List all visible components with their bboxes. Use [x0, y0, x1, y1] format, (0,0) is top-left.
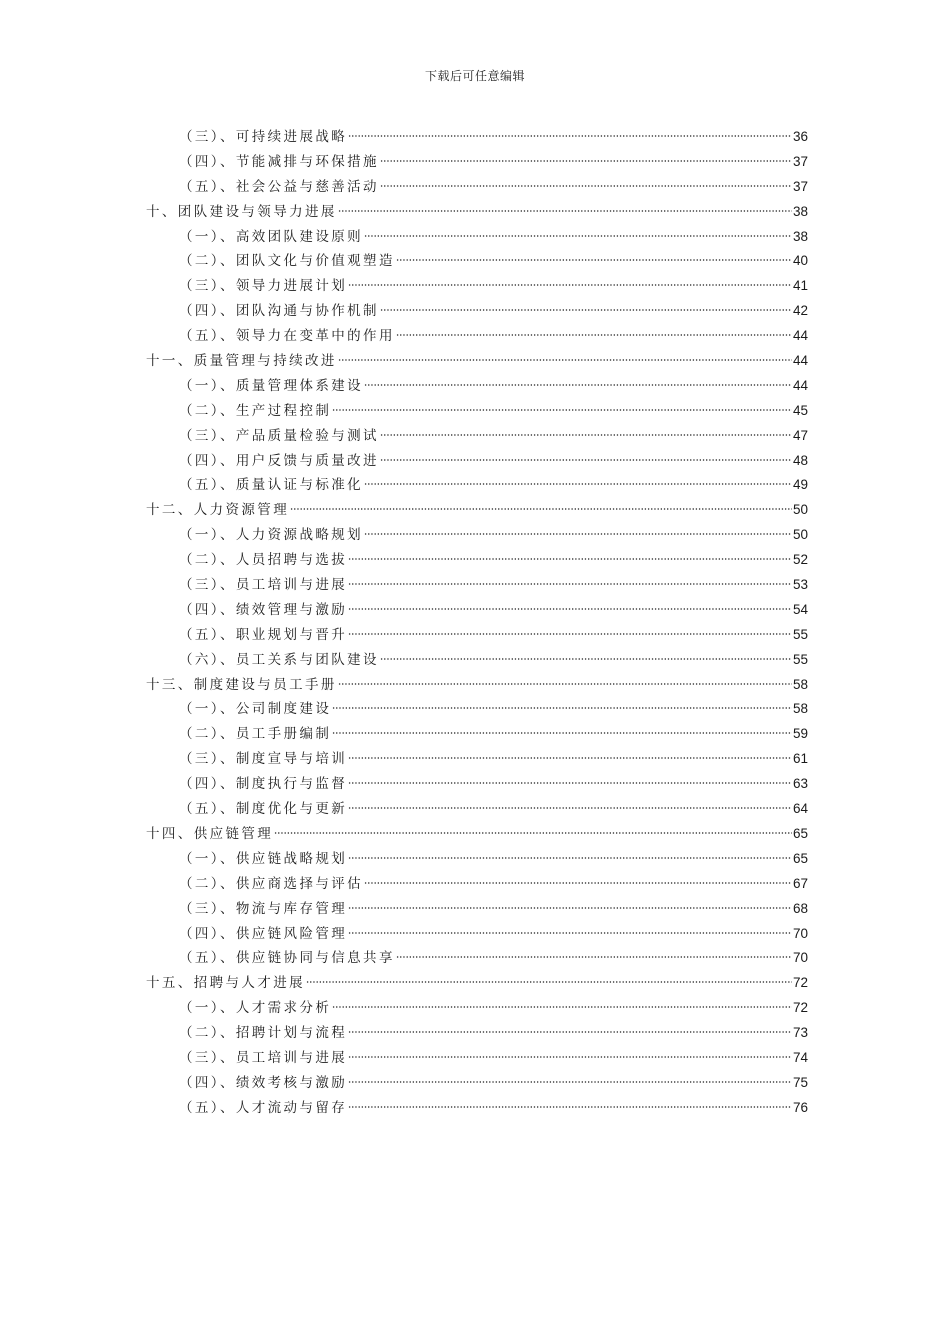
toc-section-entry[interactable] — [146, 299, 808, 324]
toc-dot-leader — [364, 383, 792, 387]
toc-page-number: 53 — [792, 577, 808, 593]
toc-section-entry[interactable] — [146, 797, 808, 822]
toc-section-entry[interactable] — [146, 424, 808, 449]
toc-dot-leader — [348, 906, 792, 910]
toc-entry-title: （四）、绩效管理与激励 — [179, 601, 348, 618]
page-header: 下载后可任意编辑 — [424, 69, 525, 83]
toc-chapter-entry[interactable] — [146, 971, 808, 996]
toc-chapter-entry[interactable] — [146, 673, 808, 698]
toc-page-number: 52 — [792, 552, 808, 568]
toc-entry-title: （五）、质量认证与标准化 — [179, 477, 364, 494]
toc-entry-title: （五）、制度优化与更新 — [179, 801, 348, 818]
toc-page-number: 55 — [792, 626, 808, 642]
toc-entry-title: （三）、员工培训与进展 — [179, 577, 348, 594]
toc-dot-leader — [364, 532, 792, 536]
toc-page-number: 36 — [792, 129, 808, 144]
toc-section-entry[interactable] — [146, 872, 808, 897]
toc-page-number: 65 — [792, 825, 808, 841]
toc-entry-title: （五）、人才流动与留存 — [179, 1099, 348, 1116]
toc-dot-leader — [332, 1005, 792, 1009]
toc-dot-leader — [348, 1105, 792, 1109]
toc-entry-title: （五）、供应链协同与信息共享 — [179, 950, 395, 967]
toc-section-entry[interactable] — [146, 449, 808, 474]
toc-entry-title: （四）、节能减排与环保措施 — [179, 153, 379, 170]
toc-section-entry[interactable] — [146, 697, 808, 722]
toc-dot-leader — [364, 881, 792, 885]
toc-section-entry[interactable] — [146, 946, 808, 971]
toc-entry-title: 十三、制度建设与员工手册 — [146, 676, 337, 693]
toc-dot-leader — [348, 806, 792, 810]
toc-dot-leader — [380, 308, 792, 312]
toc-chapter-entry[interactable] — [146, 498, 808, 523]
toc-entry-title: （一）、人力资源战略规划 — [179, 527, 364, 544]
toc-section-entry[interactable] — [146, 996, 808, 1021]
toc-dot-leader — [364, 234, 792, 238]
toc-entry-title: 十五、招聘与人才进展 — [146, 975, 305, 992]
toc-dot-leader — [364, 482, 792, 486]
toc-section-entry[interactable] — [146, 125, 808, 150]
toc-page-number: 72 — [792, 975, 808, 991]
toc-section-entry[interactable] — [146, 399, 808, 424]
toc-dot-leader — [380, 159, 792, 163]
toc-page-number: 44 — [792, 377, 808, 393]
toc-section-entry[interactable] — [146, 1021, 808, 1046]
toc-section-entry[interactable] — [146, 150, 808, 175]
toc-page-number: 47 — [792, 427, 808, 443]
toc-dot-leader — [380, 184, 792, 188]
toc-entry-title: （六）、员工关系与团队建设 — [179, 651, 379, 668]
toc-dot-leader — [348, 1030, 792, 1034]
toc-section-entry[interactable] — [146, 772, 808, 797]
toc-entry-title: （四）、供应链风险管理 — [179, 925, 348, 942]
toc-page-number: 55 — [792, 651, 808, 667]
toc-section-entry[interactable] — [146, 598, 808, 623]
toc-page-number: 74 — [792, 1049, 808, 1065]
toc-page-number: 54 — [792, 601, 808, 617]
toc-entry-title: （四）、制度执行与监督 — [179, 776, 348, 793]
toc-dot-leader — [306, 980, 792, 984]
toc-entry-title: （五）、职业规划与晋升 — [179, 626, 348, 643]
toc-page-number: 59 — [792, 726, 808, 742]
toc-page-number: 58 — [792, 701, 808, 717]
toc-dot-leader — [396, 955, 792, 959]
toc-entry-title: （一）、公司制度建设 — [179, 701, 332, 718]
toc-section-entry[interactable] — [146, 1071, 808, 1096]
toc-section-entry[interactable] — [146, 897, 808, 922]
toc-page-number: 45 — [792, 402, 808, 418]
toc-section-entry[interactable] — [146, 473, 808, 498]
toc-entry-title: （四）、用户反馈与质量改进 — [179, 452, 379, 469]
toc-entry-title: （二）、生产过程控制 — [179, 402, 332, 419]
toc-entry-title: （三）、领导力进展计划 — [179, 278, 348, 295]
toc-page-number: 44 — [792, 328, 808, 344]
toc-entry-title: 十一、质量管理与持续改进 — [146, 353, 337, 370]
toc-page-number: 73 — [792, 1025, 808, 1041]
toc-entry-title: （一）、人才需求分析 — [179, 1000, 332, 1017]
toc-section-entry[interactable] — [146, 175, 808, 200]
toc-section-entry[interactable] — [146, 548, 808, 573]
toc-entry-title: （五）、社会公益与慈善活动 — [179, 178, 379, 195]
toc-dot-leader — [332, 408, 792, 412]
toc-section-entry[interactable] — [146, 374, 808, 399]
toc-dot-leader — [348, 1080, 792, 1084]
toc-dot-leader — [396, 258, 792, 262]
toc-entry-title: 十四、供应链管理 — [146, 825, 274, 842]
toc-section-entry[interactable] — [146, 648, 808, 673]
toc-section-entry[interactable] — [146, 722, 808, 747]
toc-entry-title: 十、团队建设与领导力进展 — [146, 203, 337, 220]
toc-dot-leader — [348, 582, 792, 586]
toc-page-number: 42 — [792, 303, 808, 319]
toc-section-entry[interactable] — [146, 747, 808, 772]
toc-dot-leader — [348, 781, 792, 785]
toc-entry-title: （四）、绩效考核与激励 — [179, 1074, 348, 1091]
toc-page-number: 50 — [792, 502, 808, 518]
toc-entry-title: （二）、员工手册编制 — [179, 726, 332, 743]
toc-entry-title: （三）、物流与库存管理 — [179, 900, 348, 917]
toc-page-number: 40 — [792, 253, 808, 269]
toc-dot-leader — [348, 557, 792, 561]
toc-page-number: 44 — [792, 353, 808, 369]
toc-dot-leader — [380, 458, 792, 462]
toc-dot-leader — [332, 706, 792, 710]
toc-page-number: 58 — [792, 676, 808, 692]
toc-page-number: 48 — [792, 452, 808, 468]
toc-dot-leader — [290, 507, 792, 511]
toc-dot-leader — [380, 657, 792, 661]
toc-section-entry[interactable] — [146, 1096, 808, 1121]
toc-dot-leader — [348, 134, 792, 138]
toc-page-number: 68 — [792, 900, 808, 916]
toc-page-number: 67 — [792, 875, 808, 891]
toc-dot-leader — [348, 632, 792, 636]
toc-entry-title: （三）、产品质量检验与测试 — [179, 427, 379, 444]
toc-dot-leader — [348, 1055, 792, 1059]
toc-page-number: 38 — [792, 228, 808, 244]
toc-section-entry[interactable] — [146, 573, 808, 598]
toc-entry-title: （二）、供应商选择与评估 — [179, 875, 364, 892]
toc-dot-leader — [348, 756, 792, 760]
toc-entry-title: （三）、可持续进展战略 — [179, 129, 348, 145]
toc-section-entry[interactable] — [146, 1046, 808, 1071]
toc-dot-leader — [348, 856, 792, 860]
toc-chapter-entry[interactable] — [146, 200, 808, 225]
toc-page-number: 61 — [792, 751, 808, 767]
toc-page-number: 70 — [792, 925, 808, 941]
toc-entry-title: （五）、领导力在变革中的作用 — [179, 328, 395, 345]
toc-entry-title: （二）、招聘计划与流程 — [179, 1025, 348, 1042]
toc-page-number: 64 — [792, 801, 808, 817]
toc-dot-leader — [348, 607, 792, 611]
toc-dot-leader — [332, 731, 792, 735]
table-of-contents — [146, 125, 808, 1121]
toc-section-entry[interactable] — [146, 225, 808, 250]
toc-dot-leader — [338, 209, 792, 213]
toc-dot-leader — [396, 333, 792, 337]
toc-page-number: 37 — [792, 178, 808, 194]
toc-section-entry[interactable] — [146, 623, 808, 648]
toc-section-entry[interactable] — [146, 324, 808, 349]
toc-page-number: 72 — [792, 1000, 808, 1016]
toc-section-entry[interactable] — [146, 274, 808, 299]
toc-entry-title: （一）、供应链战略规划 — [179, 850, 348, 867]
toc-page-number: 37 — [792, 153, 808, 169]
toc-entry-title: （四）、团队沟通与协作机制 — [179, 303, 379, 320]
toc-page-number: 38 — [792, 203, 808, 219]
toc-dot-leader — [348, 931, 792, 935]
toc-page-number: 41 — [792, 278, 808, 294]
toc-entry-title: （二）、人员招聘与选拔 — [179, 552, 348, 569]
toc-section-entry[interactable] — [146, 922, 808, 947]
toc-dot-leader — [338, 358, 792, 362]
toc-dot-leader — [338, 682, 792, 686]
toc-page-number: 63 — [792, 776, 808, 792]
toc-page-number: 49 — [792, 477, 808, 493]
toc-page-number: 70 — [792, 950, 808, 966]
toc-section-entry[interactable] — [146, 523, 808, 548]
toc-entry-title: （三）、制度宣导与培训 — [179, 751, 348, 768]
toc-entry-title: （二）、团队文化与价值观塑造 — [179, 253, 395, 270]
toc-dot-leader — [274, 831, 792, 835]
toc-page-number: 65 — [792, 850, 808, 866]
toc-page-number: 50 — [792, 527, 808, 543]
toc-page-number: 76 — [792, 1099, 808, 1115]
toc-chapter-entry[interactable] — [146, 349, 808, 374]
toc-chapter-entry[interactable] — [146, 822, 808, 847]
toc-entry-title: （一）、质量管理体系建设 — [179, 377, 364, 394]
toc-entry-title: 十二、人力资源管理 — [146, 502, 290, 519]
toc-entry-title: （一）、高效团队建设原则 — [179, 228, 364, 245]
toc-page-number: 75 — [792, 1074, 808, 1090]
toc-entry-title: （三）、员工培训与进展 — [179, 1049, 348, 1066]
toc-section-entry[interactable] — [146, 847, 808, 872]
toc-dot-leader — [380, 433, 792, 437]
toc-dot-leader — [348, 283, 792, 287]
toc-section-entry[interactable] — [146, 249, 808, 274]
